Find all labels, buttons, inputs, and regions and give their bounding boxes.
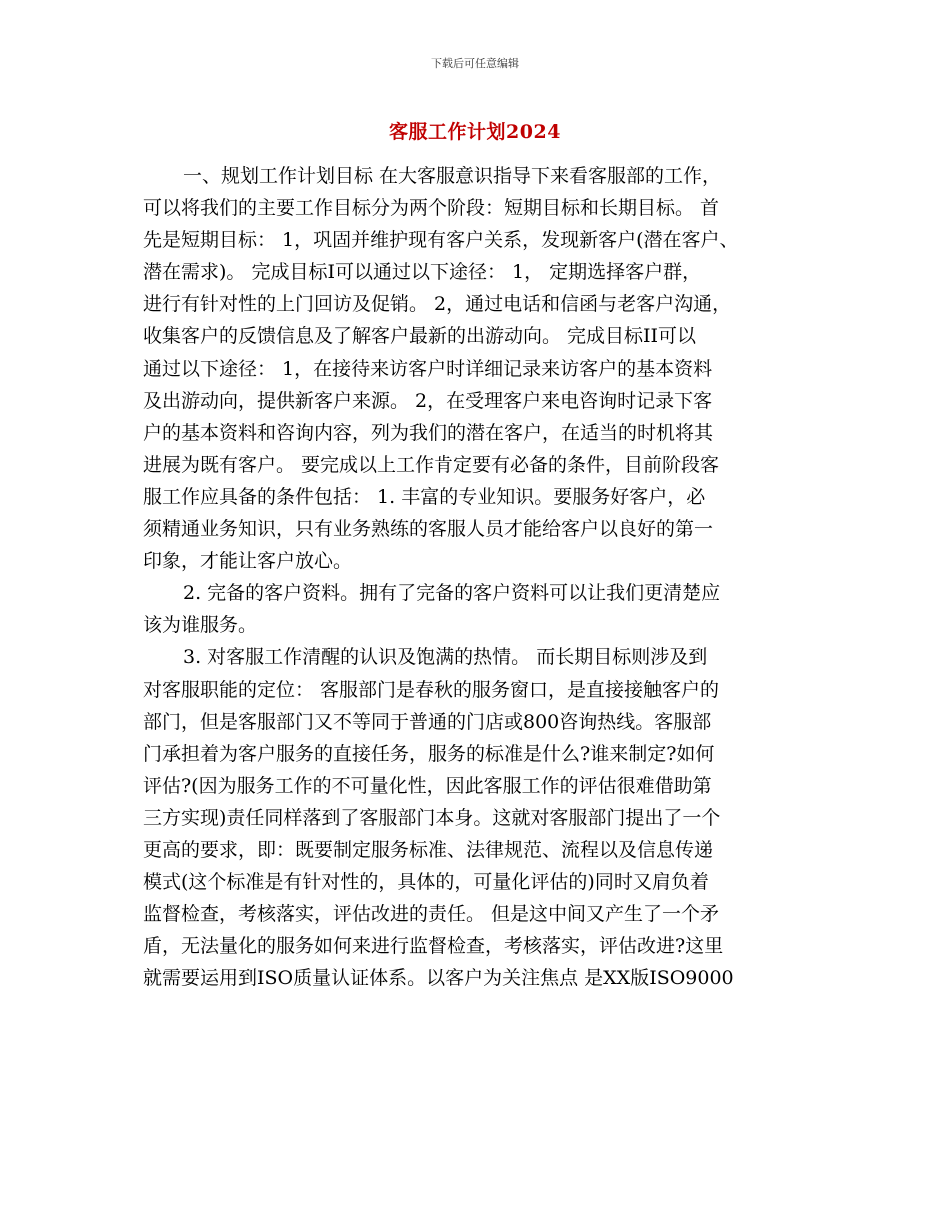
text-line: 一、规划工作计划目标 在大客服意识指导下来看客服部的工作， — [183, 165, 722, 187]
page-header: 下载后可任意编辑 — [431, 57, 519, 70]
text-line: 3. 对客服工作清醒的认识及饱满的热情。 而长期目标则涉及到 — [183, 646, 708, 669]
text-line: 先是短期目标： 1，巩固并维护现有客户关系，发现新客户(潜在客户、 — [143, 229, 739, 252]
text-line: 盾，无法量化的服务如何来进行监督检查，考核落实，评估改进?这里 — [143, 935, 724, 958]
text-line: 模式(这个标准是有针对性的，具体的，可量化评估的)同时又肩负着 — [143, 871, 709, 894]
text-line: 对客服职能的定位： 客服部门是春秋的服务窗口，是直接接触客户的 — [143, 678, 720, 701]
text-line: 户的基本资料和咨询内容，列为我们的潜在客户，在适当的时机将其 — [143, 421, 714, 444]
text-line: 进行有针对性的上门回访及促销。 2，通过电话和信函与老客户沟通， — [143, 293, 732, 316]
text-line: 及出游动向，提供新客户来源。 2，在受理客户来电咨询时记录下客 — [143, 389, 713, 412]
document-title: 客服工作计划2024 — [389, 121, 561, 143]
text-line: 三方实现)责任同样落到了客服部门本身。这就对客服部门提出了一个 — [143, 806, 721, 829]
document-body — [143, 160, 815, 994]
text-line: 收集客户的反馈信息及了解客户最新的出游动向。 完成目标II可以 — [143, 325, 697, 348]
text-line: 进展为既有客户。 要完成以上工作肯定要有必备的条件，目前阶段客 — [143, 453, 720, 476]
text-line: 门承担着为客户服务的直接任务，服务的标准是什么?谁来制定?如何 — [143, 742, 715, 765]
text-line: 评估?(因为服务工作的不可量化性，因此客服工作的评估很难借助第 — [143, 774, 712, 797]
text-line: 部门，但是客服部门又不等同于普通的门店或800咨询热线。客服部 — [143, 710, 712, 733]
text-line: 2. 完备的客户资料。拥有了完备的客户资料可以让我们更清楚应 — [183, 582, 721, 605]
text-line: 监督检查，考核落实，评估改进的责任。 但是这中间又产生了一个矛 — [143, 903, 720, 926]
text-line: 须精通业务知识，只有业务熟练的客服人员才能给客户以良好的第一 — [143, 518, 714, 541]
text-line: 更高的要求，即：既要制定服务标准、法律规范、流程以及信息传递 — [143, 838, 714, 861]
text-line: 通过以下途径： 1，在接待来访客户时详细记录来访客户的基本资料 — [143, 357, 713, 380]
text-line: 潜在需求)。 完成目标I可以通过以下途径： 1， 定期选择客户群， — [143, 261, 702, 284]
text-line: 服工作应具备的条件包括： 1. 丰富的专业知识。要服务好客户，必 — [143, 485, 706, 508]
text-line: 印象，才能让客户放心。 — [143, 550, 353, 573]
text-line: 就需要运用到ISO质量认证体系。以客户为关注焦点 是XX版ISO9000 — [143, 967, 734, 990]
text-line: 该为谁服务。 — [143, 614, 258, 637]
text-line: 可以将我们的主要工作目标分为两个阶段：短期目标和长期目标。 首 — [143, 197, 720, 220]
